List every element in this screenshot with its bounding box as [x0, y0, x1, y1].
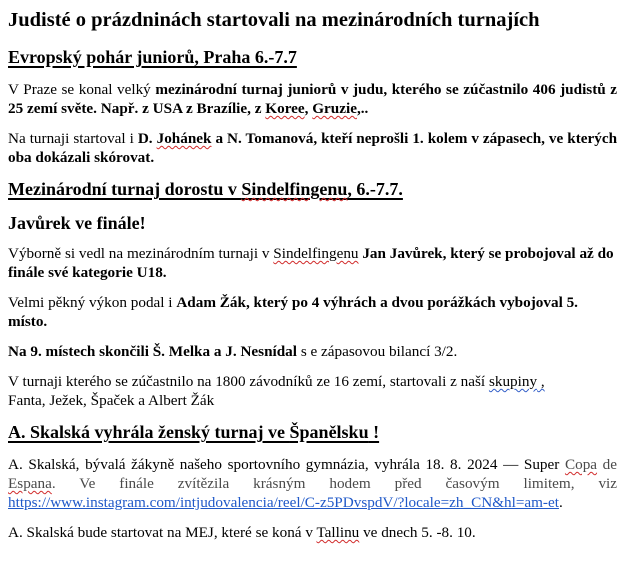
text-run-grammar: , — [537, 373, 545, 390]
text-run: de — [597, 456, 617, 473]
paragraph-skalska-1 — [8, 455, 617, 512]
text-run-misspelled: Gruzie — [312, 100, 357, 117]
paragraph-sindelfingen-1 — [8, 244, 617, 282]
paragraph-skalska-2 — [8, 523, 617, 542]
text-run-bold: Na 9. místech skončili Š. Melka a J. Nesnídal — [8, 343, 298, 360]
text-run: Výborně si vedl na mezinárodním turnaji v — [8, 245, 274, 262]
text-run: A. Skalská, bývalá žákyně našeho sportovního gymnázia, vyhrála 18. 8. 2024 — Super — [8, 456, 565, 473]
text-run: V Praze se konal velký — [8, 81, 156, 98]
text-run-misspelled: Sindelfingenu — [273, 245, 359, 262]
heading-text: Evropský pohár juniorů, Praha 6.-7.7 — [8, 47, 297, 67]
text-run-misspelled: Koree — [265, 100, 305, 117]
heading-text — [8, 179, 403, 199]
text-run: ve dnech 5. -8. 10. — [359, 524, 476, 541]
text-run: A. Skalská bude startovat na MEJ, které se koná v — [8, 524, 317, 541]
text-run-grammar: skupiny — [488, 373, 538, 390]
heading-run: ! — [368, 422, 380, 442]
text-run: V turnaji kterého se zúčastnilo na 1800 závodníků ze 16 zemí, startovali z naší — [8, 373, 489, 390]
heading-text — [8, 422, 379, 442]
text-run-misspelled: Tallinu — [316, 524, 360, 541]
text-run-bold: ,.. — [356, 100, 369, 117]
text-run: s e zápasovou bilancí 3/2. — [297, 343, 458, 360]
text-run: Fanta, Ježek, Špaček a Albert Žák — [8, 392, 215, 409]
text-run: . Ve finále zvítězila krásným hodem před časovým limitem, viz — [51, 475, 617, 492]
subheading-javurek: Javůrek ve finále! — [8, 213, 146, 233]
text-run-misspelled: Copa — [564, 456, 598, 473]
heading-run: , 6.-7.7. — [347, 179, 403, 199]
text-run-bold: D. — [137, 130, 157, 147]
section-heading-euro-cup — [8, 46, 617, 68]
instagram-link[interactable]: https://www.instagram.com/intjudovalencia/reel/C-z5PDvspdV/?locale=zh_CN&hl=am-et — [8, 494, 559, 511]
text-run: Velmi pěkný výkon podal i — [8, 294, 177, 311]
page-title: Judisté o prázdninách startovali na mezinárodních turnajích — [8, 9, 540, 31]
text-run-bold: Adam Žák, který po 4 výhrách a dvou porážkách vybojoval 5. místo. — [8, 294, 578, 330]
heading-run: Mezinárodní turnaj dorostu v — [8, 179, 242, 199]
text-run-misspelled: Johánek — [156, 130, 212, 147]
section-heading-sindelfingen — [8, 178, 617, 200]
section-heading-skalska — [8, 421, 617, 443]
text-run-bold: a N. Tomanová, kteří neprošli 1. kolem v zápasech, ve kterých oba dokázali skórovat. — [8, 130, 618, 166]
text-run: Na turnaji startoval i — [8, 130, 138, 147]
text-run-bold: , — [304, 100, 313, 117]
paragraph-sindelfingen-3 — [8, 342, 617, 361]
heading-run-misspelled: Sindelfingenu — [241, 179, 348, 199]
paragraph-euro-cup-2 — [8, 129, 617, 167]
paragraph-sindelfingen-2 — [8, 293, 617, 331]
heading-run: A. Skalská vyhrála ženský turnaj ve — [8, 422, 290, 442]
text-run-bold: mezinárodní turnaj juniorů v judu, kterého se zúčastnilo 406 judistů z 25 zemí světe. Např. z USA z Brazílie, z — [8, 81, 617, 117]
text-run: . — [558, 494, 563, 511]
heading-run: Španělsku — [289, 422, 369, 442]
paragraph-euro-cup-1 — [8, 80, 617, 118]
text-run-misspelled: Espana — [8, 475, 52, 492]
paragraph-sindelfingen-4 — [8, 372, 617, 410]
text-run-bold: Jan Javůrek, který se probojoval až do finále své kategorie U18. — [8, 245, 614, 281]
